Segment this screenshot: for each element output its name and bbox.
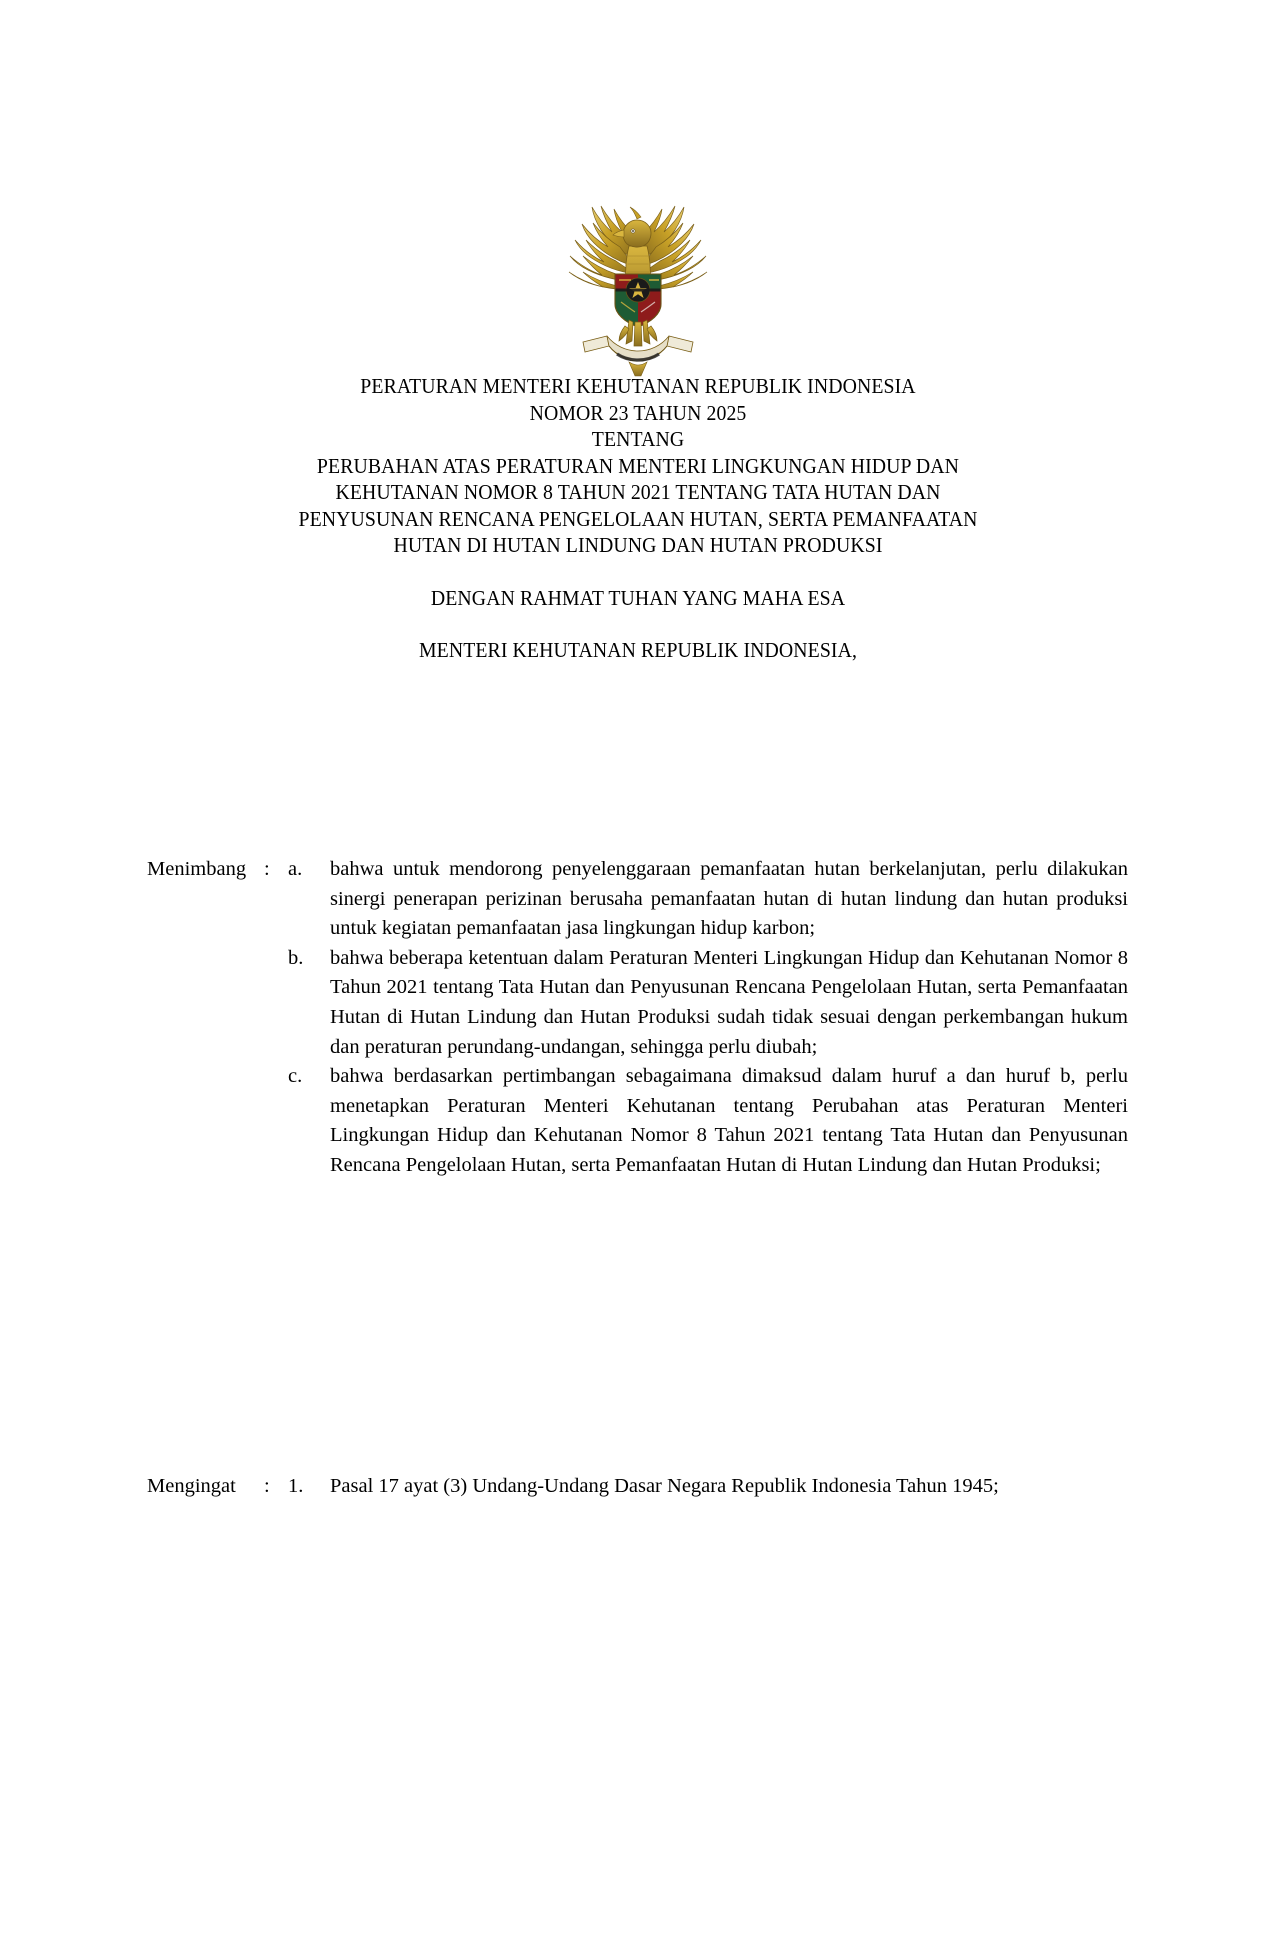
- menimbang-text-c: bahwa berdasarkan pertimbangan sebagaimana dimaksud dalam huruf a dan huruf b, perlu menetapkan Peraturan Menteri Kehutanan tentang Perubahan atas Peraturan Menteri Lingkungan Hidup dan Kehutanan Nomor 8 Tahun 2021 tentang Tata Hutan dan Penyusunan Rencana Pengelolaan Hutan, serta Pemanfaatan Hutan di Hutan Lindung dan Hutan Produksi;: [330, 1065, 1128, 1176]
- menimbang-marker-b: b.: [288, 946, 304, 969]
- mengingat-text-1: Pasal 17 ayat (3) Undang-Undang Dasar Negara Republik Indonesia Tahun 1945;: [330, 1475, 999, 1497]
- garuda-pancasila-emblem: [563, 186, 713, 386]
- menimbang-item-b: [147, 944, 1128, 1062]
- title-line-5: KEHUTANAN NOMOR 8 TAHUN 2021 TENTANG TATA HUTAN DAN: [335, 480, 941, 504]
- menimbang-text-a: bahwa untuk mendorong penyelenggaraan pemanfaatan hutan berkelanjutan, perlu dilakukan sinergi penerapan perizinan berusaha pemanfaatan hutan di hutan lindung dan hutan produksi untuk kegiatan pemanfaatan jasa lingkungan hidup karbon;: [330, 858, 1128, 940]
- menimbang-label: Menimbang: [147, 858, 247, 880]
- title-line-6: PENYUSUNAN RENCANA PENGELOLAAN HUTAN, SERTA PEMANFAATAN: [298, 506, 978, 531]
- menimbang-section: [147, 855, 1128, 1181]
- title-line-4: PERUBAHAN ATAS PERATURAN MENTERI LINGKUNGAN HIDUP DAN: [316, 453, 960, 478]
- mengingat-colon: :: [264, 1475, 270, 1497]
- menimbang-marker-c: c.: [288, 1065, 303, 1088]
- mengingat-item-1: [147, 1472, 1128, 1502]
- title-line-3: TENTANG: [591, 427, 685, 451]
- title-line-2: NOMOR 23 TAHUN 2025: [529, 400, 747, 425]
- document-title-block: [0, 373, 1276, 664]
- menimbang-marker-a: a.: [288, 858, 303, 880]
- menimbang-item-c: [147, 1062, 1128, 1180]
- title-line-7: HUTAN DI HUTAN LINDUNG DAN HUTAN PRODUKSI: [393, 533, 883, 557]
- menimbang-colon: :: [264, 858, 270, 880]
- mengingat-label: Mengingat: [147, 1475, 236, 1497]
- title-line-1: PERATURAN MENTERI KEHUTANAN REPUBLIK INDONESIA: [360, 374, 916, 398]
- menimbang-item-a: [147, 855, 1128, 944]
- mengingat-marker-1: 1.: [288, 1475, 304, 1497]
- emblem-container: [0, 186, 1276, 386]
- blessing-line: DENGAN RAHMAT TUHAN YANG MAHA ESA: [430, 585, 846, 610]
- title-spacer-1: [0, 559, 1276, 585]
- menimbang-text-b: bahwa beberapa ketentuan dalam Peraturan Menteri Lingkungan Hidup dan Kehutanan Nomor 8 Tahun 2021 tentang Tata Hutan dan Penyusunan Rencana Pengelolaan Hutan, serta Pemanfaatan Hutan di Hutan Lindung dan Hutan Produksi sudah tidak sesuai dengan perkembangan hukum dan peraturan perundang-undangan, sehingga perlu diubah;: [330, 946, 1128, 1058]
- title-spacer-2: [0, 611, 1276, 637]
- authority-line: MENTERI KEHUTANAN REPUBLIK INDONESIA,: [418, 638, 858, 662]
- mengingat-section: [147, 1472, 1128, 1502]
